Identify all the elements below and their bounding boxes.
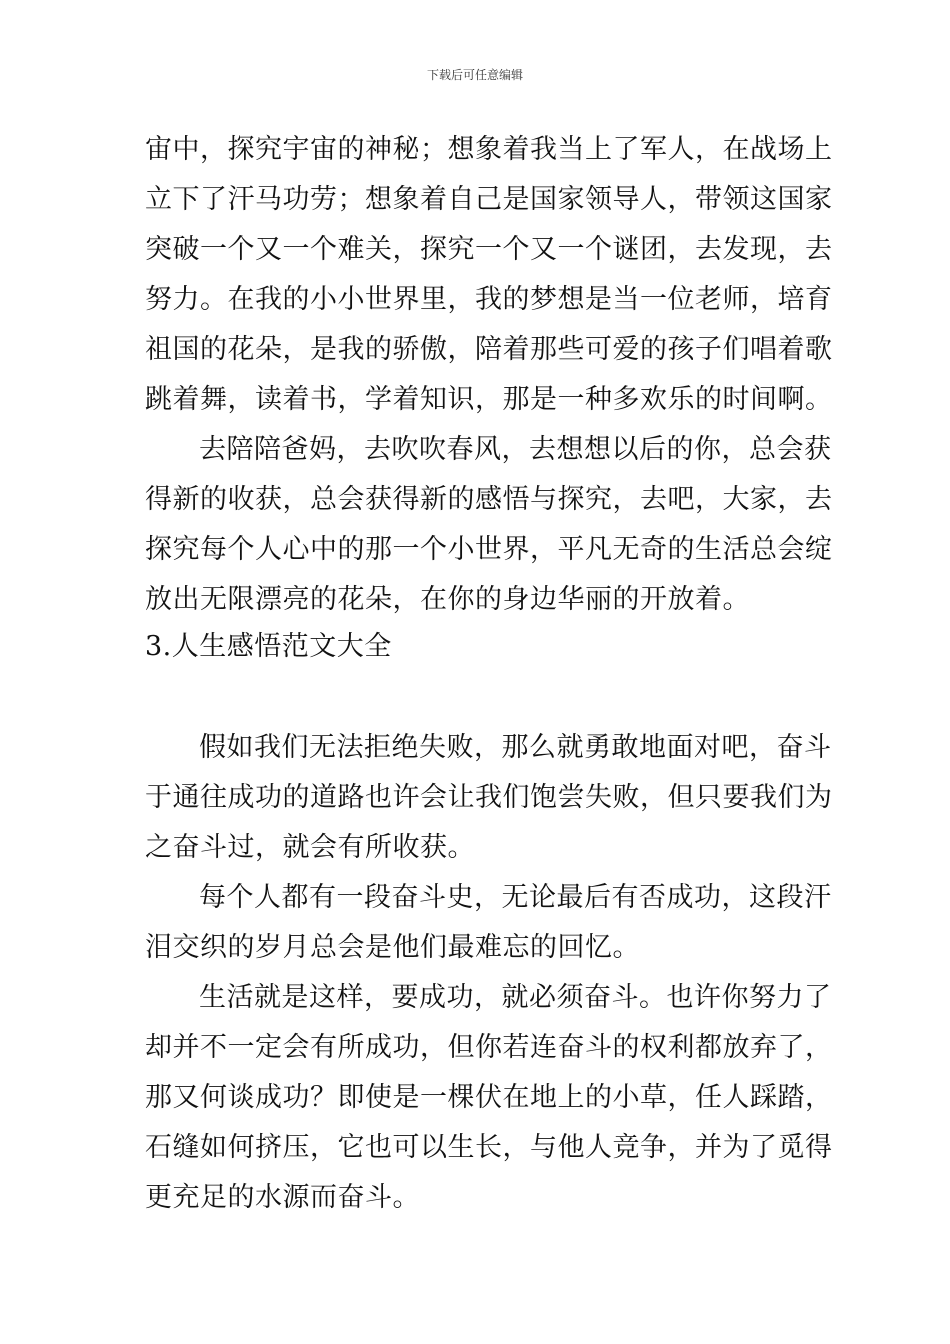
paragraph-line: 那又何谈成功？即使是一棵伏在地上的小草，任人踩踏，	[145, 1082, 833, 1113]
paragraph-line: 放出无限漂亮的花朵，在你的身边华丽的开放着。	[145, 584, 750, 615]
paragraph-line: 突破一个又一个难关，探究一个又一个谜团，去发现，去	[145, 234, 833, 265]
paragraph-line: 石缝如何挤压，它也可以生长，与他人竞争，并为了觅得	[145, 1132, 833, 1163]
paragraph-line: 去陪陪爸妈，去吹吹春风，去想想以后的你，总会获	[199, 434, 832, 465]
paragraph-line: 之奋斗过，就会有所收获。	[145, 832, 475, 863]
paragraph-line: 却并不一定会有所成功，但你若连奋斗的权利都放弃了，	[145, 1032, 833, 1063]
paragraph-line: 探究每个人心中的那一个小世界，平凡无奇的生活总会绽	[145, 534, 833, 565]
paragraph-line: 泪交织的岁月总会是他们最难忘的回忆。	[145, 932, 640, 963]
paragraph-line: 生活就是这样，要成功，就必须奋斗。也许你努力了	[199, 982, 832, 1013]
paragraph-line: 得新的收获，总会获得新的感悟与探究，去吧，大家，去	[145, 484, 833, 515]
paragraph-line: 祖国的花朵，是我的骄傲，陪着那些可爱的孩子们唱着歌	[145, 334, 833, 365]
page-header: 下载后可任意编辑	[426, 68, 523, 82]
paragraph-line: 更充足的水源而奋斗。	[145, 1182, 420, 1213]
paragraph-line: 立下了汗马功劳；想象着自己是国家领导人，带领这国家	[145, 184, 833, 215]
paragraph-line: 于通往成功的道路也许会让我们饱尝失败，但只要我们为	[145, 782, 833, 813]
section-heading: 3.人生感悟范文大全	[145, 631, 392, 662]
paragraph-line: 宙中，探究宇宙的神秘；想象着我当上了军人，在战场上	[145, 134, 833, 165]
paragraph-line: 跳着舞，读着书，学着知识，那是一种多欢乐的时间啊。	[145, 384, 833, 415]
paragraph-line: 假如我们无法拒绝失败，那么就勇敢地面对吧，奋斗	[199, 732, 832, 763]
paragraph-line: 每个人都有一段奋斗史，无论最后有否成功，这段汗	[199, 882, 832, 913]
paragraph-line: 努力。在我的小小世界里，我的梦想是当一位老师，培育	[145, 284, 833, 315]
